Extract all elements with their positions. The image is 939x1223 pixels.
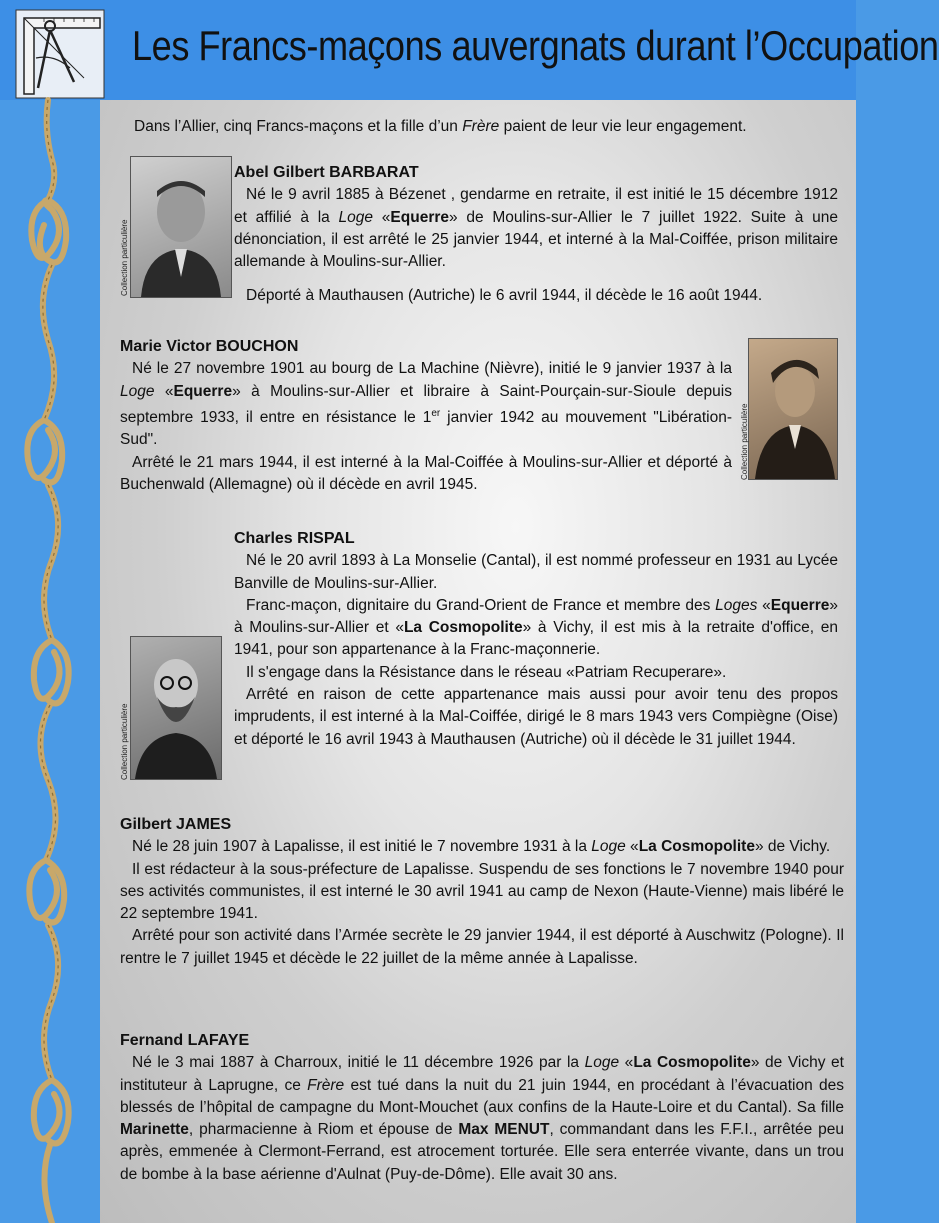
portrait-bouchon xyxy=(748,338,838,480)
bio-bold: Max MENUT xyxy=(458,1121,550,1139)
person-name-james: Gilbert JAMES xyxy=(120,816,232,833)
intro-text-end: paient de leur vie leur engagement. xyxy=(499,118,747,135)
bio-lafaye xyxy=(120,1030,844,1186)
bio-james xyxy=(120,814,844,970)
bio-text: « xyxy=(757,596,771,614)
bio-text: « xyxy=(154,382,174,400)
page-title: Les Francs-maçons auvergnats durant l’Occupation xyxy=(132,22,939,69)
person-name-rispal: Charles RISPAL xyxy=(234,530,355,547)
bio-bold: Marinette xyxy=(120,1121,189,1139)
bio-loge: Loge xyxy=(591,838,626,856)
portrait-barbarat xyxy=(130,156,232,298)
knotted-rope-decoration xyxy=(18,100,88,1223)
bio-barbarat-p2: Déporté à Mauthausen (Autriche) le 6 avril 1944, il décède le 16 août 1944. xyxy=(246,287,763,305)
bio-text: Né le 3 mai 1887 à Charroux, initié le 11 décembre 1926 par la xyxy=(132,1054,585,1072)
bio-loge: Loge xyxy=(338,208,374,226)
bio-bouchon xyxy=(120,336,732,496)
bio-text: , commandant dans les F.F.I., arrêtée peu après, emmenée à Clermont-Ferrand, est atrocement torturée. Elle sera enterrée vivante, dans un trou de bombe à la base aérienne d'Aulnat (Puy-de-Dôme). Elle avait 30 ans. xyxy=(120,1121,844,1183)
bio-rispal-p4: Arrêté en raison de cette appartenance mais aussi pour avoir tenu des propos imprudents, il est interné à la Mal-Coiffée, dirigé le 8 mars 1943 vers Compiègne (Oise) et déporté le 16 avril 1943 à Mauthausen (Autriche) où il décède le 31 juillet 1944. xyxy=(234,686,838,748)
bio-bouchon-p2: Arrêté le 21 mars 1944, il est interné à la Mal-Coiffée à Moulins-sur-Allier et déporté à Buchenwald (Allemagne) où il décède en avril 1945. xyxy=(120,453,732,493)
bio-james-p2: Il est rédacteur à la sous-préfecture de Lapalisse. Suspendu de ses fonctions le 7 novembre 1940 pour ses activités communistes, il est interné le 30 avril 1941 au camp de Nexon (Haute-Vienne) mais libéré le 22 septembre 1941. xyxy=(120,860,844,923)
bio-rispal xyxy=(234,528,838,751)
bio-text: « xyxy=(625,838,639,856)
header-banner xyxy=(0,0,939,100)
bio-text: « xyxy=(619,1054,634,1072)
intro-frere: Frère xyxy=(462,118,500,135)
bio-text: » à Moulins-sur-Allier et libraire à Saint-Pourçain-sur-Sioule depuis septembre 1933, il entre en résistance le 1 xyxy=(120,382,732,427)
content-panel xyxy=(100,100,856,1223)
bio-text: » de Moulins-sur-Allier le 7 juillet 1922. Suite à une dénonciation, il est arrêté le 25 janvier 1944, et interné à la Mal-Coiffée, prison militaire allemande à Moulins-sur-Allier. xyxy=(234,208,838,271)
bio-text: Né le 27 novembre 1901 au bourg de La Machine (Nièvre), initié le 9 janvier 1937 à la xyxy=(132,360,732,378)
bio-text: Franc-maçon, dignitaire du Grand-Orient de France et membre des xyxy=(246,596,716,614)
bio-loge: Loges xyxy=(715,596,758,614)
bio-frere: Frère xyxy=(307,1076,345,1094)
bio-rispal-p3: Il s'engage dans la Résistance dans le réseau «Patriam Recuperare». xyxy=(246,663,727,681)
bio-text: Né le 9 avril 1885 à Bézenet , gendarme en retraite, il est initié le 15 décembre 1912 et affilié à la xyxy=(234,186,838,226)
bio-lafaye-p1 xyxy=(120,1052,844,1186)
bio-barbarat xyxy=(234,162,838,308)
portrait-rispal xyxy=(130,636,222,780)
bio-text: , pharmacienne à Riom et épouse de xyxy=(188,1121,459,1139)
bio-james-p1 xyxy=(120,836,844,858)
bio-james-p3: Arrêté pour son activité dans l’Armée secrète le 29 janvier 1944, il est déporté à Auschwitz (Pologne). Il rentre le 7 juillet 1945 et décède le 22 juillet de la même année à Lapalisse. xyxy=(120,927,844,967)
bio-bold: La Cosmopolite xyxy=(633,1054,751,1072)
person-name-barbarat: Abel Gilbert BARBARAT xyxy=(234,164,419,181)
bio-text: Né le 28 juin 1907 à Lapalisse, il est initié le 7 novembre 1931 à la xyxy=(132,838,592,856)
bio-barbarat-p1 xyxy=(234,184,838,273)
bio-text: « xyxy=(373,208,391,226)
bio-text: » à Vichy, il est mis à la retraite d'office, en 1941, pour son appartenance à la Franc-maçonnerie. xyxy=(234,619,838,659)
bio-text: » de Vichy. xyxy=(754,838,831,856)
bio-text: » à Moulins-sur-Allier et « xyxy=(234,596,838,637)
bio-bold: Equerre xyxy=(770,596,830,614)
square-and-compass-icon xyxy=(14,8,106,100)
bio-rispal-p1: Né le 20 avril 1893 à La Monselie (Cantal), il est nommé professeur en 1931 au Lycée Banville de Moulins-sur-Allier. xyxy=(234,552,838,592)
bio-text: janvier 1942 au mouvement "Libération-Sud". xyxy=(120,409,732,449)
bio-loge: Loge xyxy=(120,382,155,400)
bio-text: est tué dans la nuit du 21 juin 1944, en procédant à l’évacuation des blessés de l’hôpital de campagne du Mont-Mouchet (aux confins de la Haute-Loire et du Cantal). Sa fille xyxy=(120,1076,844,1116)
bio-rispal-p2 xyxy=(234,595,838,662)
bio-bold: La Cosmopolite xyxy=(403,619,523,637)
bio-bold: Equerre xyxy=(390,208,450,226)
photo-credit-bouchon: Collection particulière xyxy=(740,403,749,480)
bio-bouchon-p1 xyxy=(120,358,732,451)
bio-text: » de Vichy et instituteur à Laprugne, ce xyxy=(120,1054,844,1094)
person-name-bouchon: Marie Victor BOUCHON xyxy=(120,338,299,355)
photo-credit-barbarat: Collection particulière xyxy=(120,219,129,296)
bio-bold: La Cosmopolite xyxy=(638,838,755,856)
intro-text-start: Dans l’Allier, cinq Francs-maçons et la fille d’un xyxy=(134,118,463,135)
intro-text xyxy=(134,116,834,138)
bio-sup: er xyxy=(431,407,441,419)
person-name-lafaye: Fernand LAFAYE xyxy=(120,1032,250,1049)
bio-bold: Equerre xyxy=(173,382,233,400)
photo-credit-rispal: Collection particulière xyxy=(120,703,129,780)
bio-loge: Loge xyxy=(584,1054,620,1072)
